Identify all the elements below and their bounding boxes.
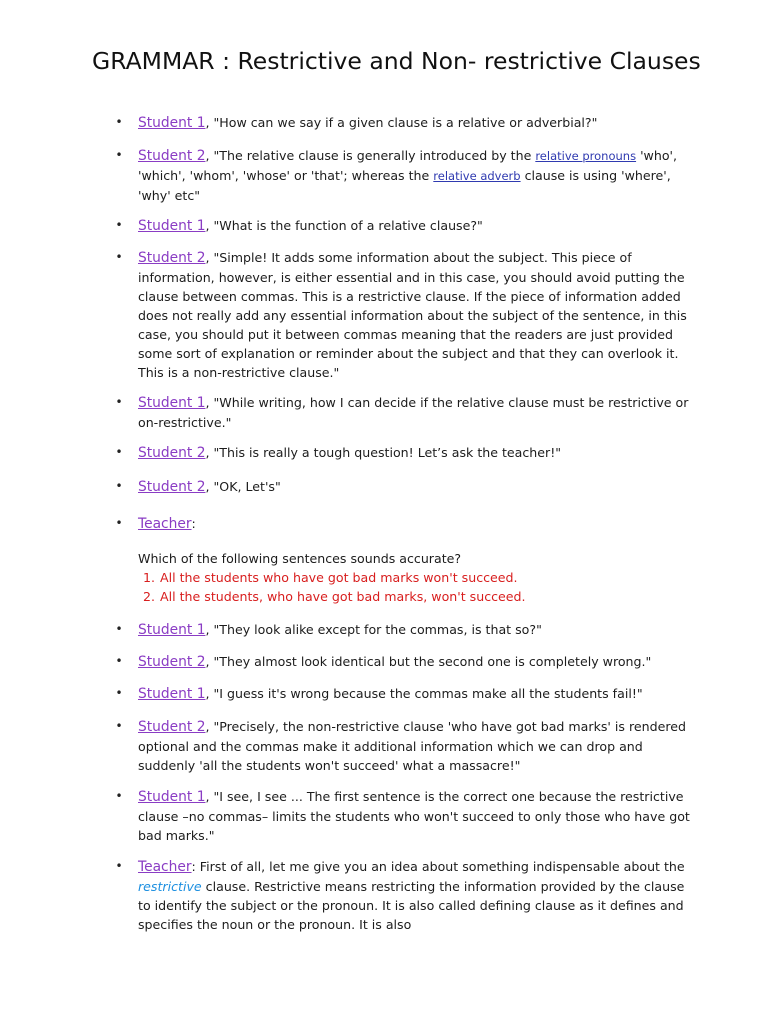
list-item	[115, 477, 698, 497]
speaker-link[interactable]: Student 2	[138, 479, 206, 495]
item-text: , "They look alike except for the commas, is that so?"	[205, 622, 542, 637]
bullet-icon: •	[115, 250, 123, 264]
speaker-link[interactable]: Student 2	[138, 148, 206, 164]
bullet-icon: •	[115, 148, 123, 162]
item-text: , "What is the function of a relative clause?"	[205, 218, 483, 233]
item-text: , "I guess it's wrong because the commas make all the students fail!"	[205, 686, 643, 701]
restrictive-emphasis: restrictive	[138, 879, 202, 894]
answer-options	[142, 568, 526, 606]
option-item	[142, 568, 526, 587]
bullet-icon: •	[115, 859, 123, 873]
speaker-link[interactable]: Student 1	[138, 622, 206, 638]
list-item	[115, 146, 698, 205]
list-item	[115, 216, 698, 236]
item-text: , "I see, I see ... The first sentence is the correct one because the restrictive clause –no commas– limits the students who won't succeed to only those who have got bad marks."	[138, 789, 690, 843]
list-item	[115, 652, 698, 672]
speaker-link[interactable]: Student 2	[138, 445, 206, 461]
item-text: , "The relative clause is generally introduced by the	[205, 148, 536, 163]
item-text: , "OK, Let's"	[205, 479, 281, 494]
bullet-icon: •	[115, 516, 123, 530]
option-text: All the students who have got bad marks won't succeed.	[160, 570, 518, 585]
list-item	[115, 787, 698, 845]
list-item	[115, 684, 698, 704]
bullet-icon: •	[115, 686, 123, 700]
option-text: All the students, who have got bad marks, won't succeed.	[160, 589, 526, 604]
item-text: , "This is really a tough question! Let’s ask the teacher!"	[205, 445, 562, 460]
speaker-link[interactable]: Student 1	[138, 686, 206, 702]
bullet-icon: •	[115, 479, 123, 493]
question-text: Which of the following sentences sounds accurate?	[138, 551, 462, 566]
speaker-link[interactable]: Student 1	[138, 395, 206, 411]
bullet-icon: •	[115, 719, 123, 733]
item-text: 'who', 'which', 'whom', 'whose' or 'that'; whereas the	[138, 148, 677, 183]
option-number: 2.	[142, 589, 155, 604]
list-item	[115, 443, 698, 463]
item-text: , "While writing, how I can decide if the relative clause must be restrictive or on-restrictive."	[138, 395, 689, 430]
speaker-link[interactable]: Student 2	[138, 719, 206, 735]
item-text: , "Simple! It adds some information about the subject. This piece of information, however, is either essential and in this case, you should avoid putting the clause between commas. This is a restrictive clause. If the piece of information added does not really add any essential information about the subject of the sentence, in this case, you should put it between commas meaning that the readers are just provided some sort of explanation or reminder about the subject and that they can overlook it. This is a non-restrictive clause."	[138, 250, 687, 380]
relative-adverb-link[interactable]: relative adverb	[433, 169, 521, 183]
page-title: GRAMMAR : Restrictive and Non- restrictive Clauses	[92, 47, 701, 75]
bullet-icon: •	[115, 622, 123, 636]
speaker-link[interactable]: Student 2	[138, 250, 206, 266]
bullet-icon: •	[115, 395, 123, 409]
option-number: 1.	[142, 570, 155, 585]
speaker-link[interactable]: Student 2	[138, 654, 206, 670]
speaker-link[interactable]: Student 1	[138, 789, 206, 805]
speaker-link[interactable]: Student 1	[138, 115, 206, 131]
list-item	[115, 393, 698, 432]
speaker-link[interactable]: Teacher	[138, 516, 192, 532]
bullet-icon: •	[115, 789, 123, 803]
relative-pronouns-link[interactable]: relative pronouns	[535, 149, 637, 163]
list-item	[115, 248, 698, 382]
option-item	[142, 587, 526, 606]
list-item	[115, 717, 698, 775]
bullet-icon: •	[115, 654, 123, 668]
speaker-link[interactable]: Teacher	[138, 859, 192, 875]
item-text: clause is using 'where', 'why' etc"	[138, 168, 671, 203]
item-text: , "Precisely, the non-restrictive clause 'who have got bad marks' is rendered optional and the commas make it additional information which we can drop and suddenly 'all the students won't succeed' what a massacre!"	[138, 719, 686, 773]
speaker-link[interactable]: Student 1	[138, 218, 206, 234]
item-text: , "How can we say if a given clause is a relative or adverbial?"	[205, 115, 598, 130]
bullet-icon: •	[115, 445, 123, 459]
bullet-icon: •	[115, 115, 123, 129]
item-text: :	[191, 516, 196, 531]
item-text: : First of all, let me give you an idea about something indispensable about the	[191, 859, 685, 874]
item-text: clause. Restrictive means restricting the information provided by the clause to identify the subject or the pronoun. It is also called defining clause as it defines and specifies the noun or the pronoun. It is also	[138, 879, 685, 932]
list-item	[115, 514, 698, 534]
list-item	[115, 113, 698, 133]
list-item	[115, 620, 698, 640]
list-item	[115, 857, 698, 934]
bullet-icon: •	[115, 218, 123, 232]
item-text: , "They almost look identical but the second one is completely wrong."	[205, 654, 652, 669]
